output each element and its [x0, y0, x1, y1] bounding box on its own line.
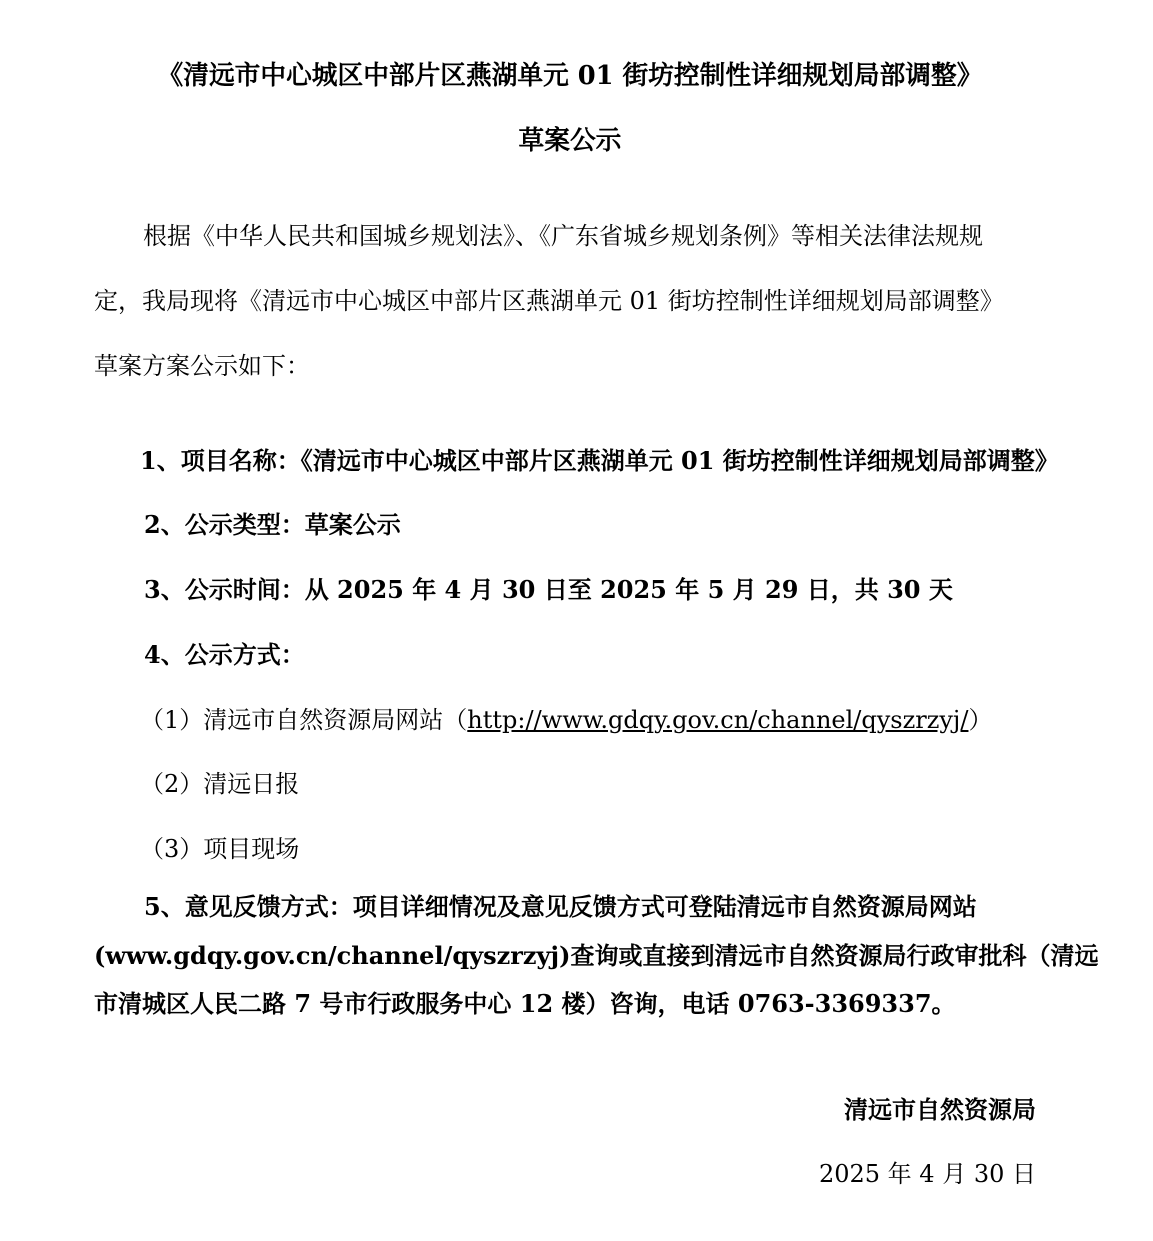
item-notice-type: 2、公示类型：草案公示	[144, 510, 401, 539]
method-website-suffix: ）	[968, 706, 993, 734]
feedback-line-3: 市清城区人民二路 7 号市行政服务中心 12 楼）咨询，电话 0763-3369337。	[94, 989, 956, 1018]
item-project-name: 1、项目名称：《清远市中心城区中部片区燕湖单元 01 街坊控制性详细规划局部调整》	[140, 446, 1059, 475]
signature-org: 清远市自然资源局	[844, 1095, 1036, 1124]
document-title-line1: 《清远市中心城区中部片区燕湖单元 01 街坊控制性详细规划局部调整》	[157, 61, 983, 91]
item-notice-method: 4、公示方式：	[144, 640, 305, 669]
method-website-prefix: （1）清远市自然资源局网站（	[140, 706, 468, 734]
method-newspaper: （2）清远日报	[140, 770, 300, 798]
method-site: （3）项目现场	[140, 835, 300, 863]
intro-line-1: 根据《中华人民共和国城乡规划法》、《广东省城乡规划条例》等相关法律法规规	[143, 222, 983, 250]
intro-line-3: 草案方案公示如下：	[94, 352, 310, 380]
method-website	[140, 704, 992, 736]
item-notice-time: 3、公示时间：从 2025 年 4 月 30 日至 2025 年 5 月 29 日，共 30 天	[144, 575, 953, 604]
intro-line-2: 定，我局现将《清远市中心城区中部片区燕湖单元 01 街坊控制性详细规划局部调整》	[94, 287, 1004, 315]
signature-date: 2025 年 4 月 30 日	[818, 1160, 1036, 1188]
feedback-line-2: (www.gdqy.gov.cn/channel/qyszrzyj)查询或直接到清远市自然资源局行政审批科（清远	[94, 941, 1099, 970]
feedback-line-1: 5、意见反馈方式：项目详细情况及意见反馈方式可登陆清远市自然资源局网站	[144, 892, 977, 921]
website-link[interactable]: http://www.gdqy.gov.cn/channel/qyszrzyj/	[467, 706, 969, 734]
document-title-line2: 草案公示	[518, 126, 622, 156]
